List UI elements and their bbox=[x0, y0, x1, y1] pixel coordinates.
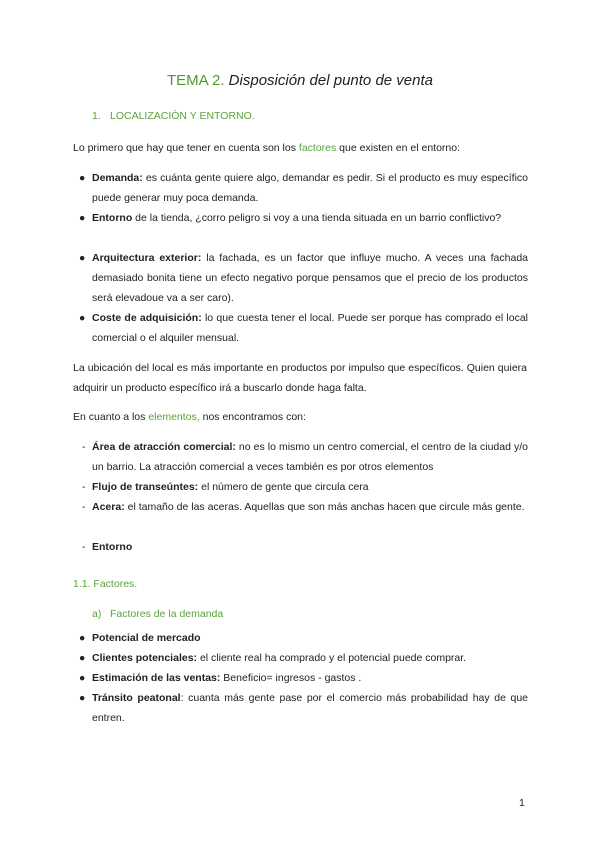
highlight-factores: factores bbox=[298, 142, 337, 154]
bullet-icon: ● bbox=[79, 632, 86, 644]
subsection-heading-a: a) Factores de la demanda bbox=[92, 608, 224, 620]
list-item: ● Potencial de mercado bbox=[92, 628, 528, 648]
bullet-icon: ● bbox=[79, 212, 86, 224]
dash-marker: - bbox=[82, 481, 86, 493]
section-heading-1-1: 1.1. Factores. bbox=[73, 578, 138, 590]
section-heading-1 bbox=[92, 110, 255, 122]
list-item: - Flujo de transeúntes: el número de gente que circula cera bbox=[92, 477, 528, 497]
list-item: ● Arquitectura exterior: la fachada, es un factor que influye mucho. A veces una fachada demasiado bonita tiene un efecto negativo porque pensamos que el precio de los productos será elevadoue va a ser caro). bbox=[92, 248, 528, 308]
list-item: ● Estimación de las ventas: Beneficio= ingresos - gastos . bbox=[92, 668, 528, 688]
section-number: 1. bbox=[92, 110, 101, 122]
body-paragraph: La ubicación del local es más importante en productos por impulso que específicos. Quien quiera adquirir un producto específico irá a buscarlo donde haga falta. bbox=[73, 362, 527, 394]
dash-marker: - bbox=[82, 541, 86, 553]
list-item: ● Tránsito peatonal: cuanta más gente pase por el comercio más probabilidad hay de que entren. bbox=[92, 688, 528, 728]
title-tema: TEMA 2. bbox=[166, 72, 225, 89]
list-item: ● Entorno de la tienda, ¿corro peligro si voy a una tienda situada en un barrio conflictivo? bbox=[92, 208, 528, 228]
bullet-icon: ● bbox=[79, 692, 86, 704]
page-title bbox=[0, 72, 600, 89]
bullet-icon: ● bbox=[79, 312, 86, 324]
list-item: - Entorno bbox=[92, 537, 528, 557]
dash-marker: - bbox=[82, 441, 86, 453]
list-item: ● Coste de adquisición: lo que cuesta tener el local. Puede ser porque has comprado el local comercial o el alquiler mensual. bbox=[92, 308, 528, 348]
highlight-elementos: elementos, bbox=[148, 411, 200, 423]
elementos-paragraph: En cuanto a los elementos, nos encontramos con: bbox=[73, 411, 306, 423]
dash-marker: - bbox=[82, 501, 86, 513]
section-label: LOCALIZACIÓN Y ENTORNO. bbox=[110, 110, 255, 122]
bullet-icon: ● bbox=[79, 672, 86, 684]
page-number: 1 bbox=[519, 797, 525, 809]
bullet-icon: ● bbox=[79, 172, 86, 184]
bullet-icon: ● bbox=[79, 652, 86, 664]
list-item: - Acera: el tamaño de las aceras. Aquellas que son más anchas hacen que circule más gente. bbox=[92, 497, 528, 517]
bullet-icon: ● bbox=[79, 252, 86, 264]
list-item: ● Demanda: es cuánta gente quiere algo, demandar es pedir. Si el producto es muy específico puede generar muy poca demanda. bbox=[92, 168, 528, 208]
intro-paragraph: Lo primero que hay que tener en cuenta son los factores que existen en el entorno: bbox=[73, 142, 461, 154]
list-item: - Área de atracción comercial: no es lo mismo un centro comercial, el centro de la ciudad y/o un barrio. La atracción comercial a veces también es por otros elementos bbox=[92, 437, 528, 477]
list-item: ● Clientes potenciales: el cliente real ha comprado y el potencial puede comprar. bbox=[92, 648, 528, 668]
title-subtitle: Disposición del punto de venta bbox=[224, 72, 433, 89]
